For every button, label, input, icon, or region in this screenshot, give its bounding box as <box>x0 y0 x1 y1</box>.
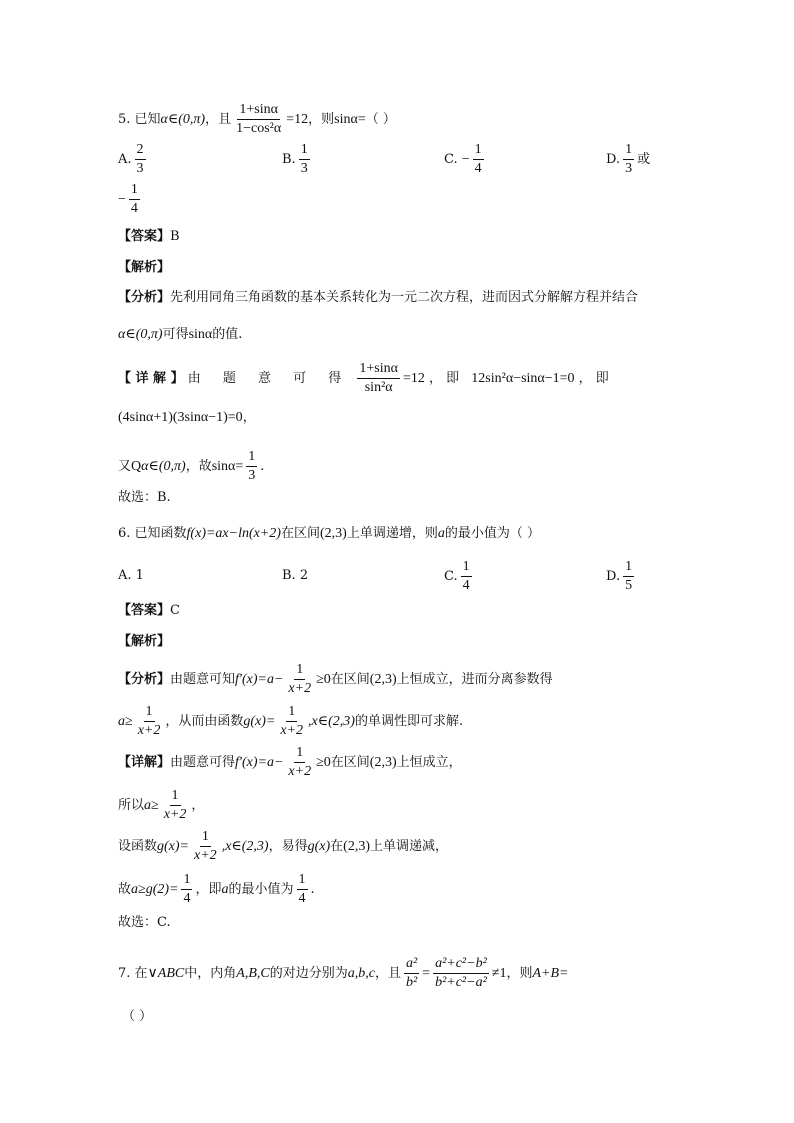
q5-option-d: D. $\frac{1}{3}$ 或 <box>606 142 651 176</box>
q5-option-b: B. $\frac{1}{3}$ <box>282 142 308 176</box>
q6-jiexi: 【解析】 <box>118 634 171 649</box>
q6-option-d: D. $\frac{1}{5}$ <box>606 559 633 593</box>
q6-option-c: C. $\frac{1}{4}$ <box>444 559 470 593</box>
q6-xiangjie: 【详解】由题意可得f′(x)=a− $\frac{1}{x+2}$ ≥0在区间(2,3)上恒成立， <box>118 745 462 779</box>
q5-xiangjie: 【 详 解 】 由 题 意 可 得 $\frac{1+\sin\alpha}{\text{sin²α}}$ =12 ， 即 12sin²α−sinα−1=0 ， 即 <box>118 361 609 395</box>
q7-stem: 7. 在∨ABC中，内角A,B,C的对边分别为a,b,c，且 $\frac{\text{a²}}{\text{b²}}$ = $\frac{\text{a²+c²−b²}}{\text{b²+c²−a²}}$ ≠1，则A+B= <box>118 956 569 990</box>
q5-answer: 【答案】B <box>118 229 180 244</box>
q7-paren: （ ） <box>122 1009 153 1024</box>
q6-fenxi-cont: a≥ $\frac{1}{x+2}$ ，从而由函数g(x)= $\frac{1}{x+2}$ ,x∈(2,3)的单调性即可求解. <box>118 704 464 738</box>
q5-factor: (4sinα+1)(3sinα−1)=0， <box>118 410 256 425</box>
q5-option-c: C. − $\frac{1}{4}$ <box>444 142 482 176</box>
q5-option-d-cont: − $\frac{1}{4}$ <box>118 182 138 216</box>
q5-fenxi-cont: α∈(0,π)可得sinα的值. <box>118 327 243 342</box>
q6-gu: 故a≥g(2)= $\frac{1}{4}$ ，即a的最小值为 $\frac{1}{4}$ . <box>118 872 315 906</box>
q5-stem: 5. 已知α∈(0,π)，且 $\frac{1+\sin\alpha}{\text{1−cos²α}}$ =12，则sinα=（ ） <box>118 102 396 136</box>
q6-option-a: A. 1 <box>118 568 144 583</box>
q6-stem: 6. 已知函数f(x)=ax−ln(x+2)在区间(2,3)上单调递增，则a的最小值为（ ） <box>118 526 540 541</box>
q5-fenxi: 【分析】先利用同角三角函数的基本关系转化为一元二次方程，进而因式分解解方程并结合 <box>118 290 639 305</box>
q6-suoyi: 所以a≥ $\frac{1}{x+2}$ ， <box>118 788 205 822</box>
q5-you: 又Qα∈(0,π)，故sinα= $\frac{1}{3}$ . <box>118 449 265 483</box>
q6-answer: 【答案】C <box>118 603 180 618</box>
q6-option-b: B. 2 <box>282 568 309 583</box>
q6-guxuan: 故选：C. <box>118 915 171 930</box>
q5-jiexi: 【解析】 <box>118 260 171 275</box>
q5-stem-fraction: $\frac{1+\sin\alpha}{\text{1−cos²α}}$ <box>236 102 282 136</box>
q6-she: 设函数g(x)= $\frac{1}{x+2}$ ,x∈(2,3)，易得g(x)在(2,3)上单调递减， <box>118 829 449 863</box>
q6-fenxi: 【分析】由题意可知f′(x)=a− $\frac{1}{x+2}$ ≥0在区间(2,3)上恒成立，进而分离参数得 <box>118 662 553 696</box>
q5-option-a: A. $\frac{2}{3}$ <box>118 142 144 176</box>
q5-guxuan: 故选：B. <box>118 490 171 505</box>
